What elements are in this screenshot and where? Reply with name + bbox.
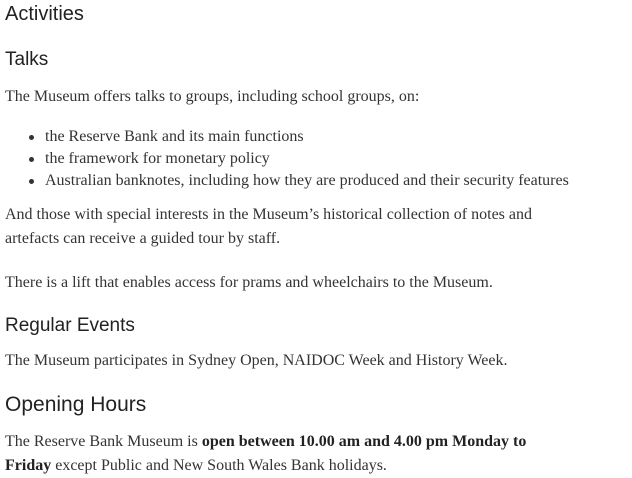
list-item-text: Australian banknotes, including how they are produced and their security features: [45, 172, 569, 189]
list-item: [0, 170, 569, 192]
regular-events-heading: Regular Events: [5, 315, 135, 336]
regular-events-paragraph: The Museum participates in Sydney Open, NAIDOC Week and History Week.: [5, 352, 508, 369]
talks-intro: The Museum offers talks to groups, including school groups, on:: [5, 88, 420, 105]
opening-hours-paragraph: [5, 430, 526, 478]
opening-hours-times-line-2: Friday: [5, 457, 52, 474]
activities-heading: Activities: [5, 3, 84, 25]
bullet-icon: [29, 135, 34, 140]
opening-hours-heading: Opening Hours: [5, 393, 147, 416]
talk-topics-list: [0, 126, 569, 192]
bullet-icon: [29, 179, 34, 184]
list-item: [0, 148, 569, 170]
lift-access-paragraph: There is a lift that enables access for prams and wheelchairs to the Museum.: [5, 274, 493, 291]
bullet-icon: [29, 157, 34, 162]
list-item: [0, 126, 569, 148]
special-interests-paragraph: [5, 203, 532, 251]
opening-hours-times-line-1: open between 10.00 am and 4.00 pm Monday to: [201, 433, 527, 450]
special-interests-line-1: And those with special interests in the Museum’s historical collection of notes and: [5, 206, 533, 223]
opening-hours-suffix: except Public and New South Wales Bank holidays.: [51, 457, 387, 474]
list-item-text: the framework for monetary policy: [45, 150, 270, 167]
list-item-text: the Reserve Bank and its main functions: [45, 128, 304, 145]
talks-heading: Talks: [5, 49, 49, 70]
special-interests-line-2: artefacts can receive a guided tour by staff.: [5, 230, 281, 247]
opening-hours-prefix: The Reserve Bank Museum is: [5, 433, 202, 450]
